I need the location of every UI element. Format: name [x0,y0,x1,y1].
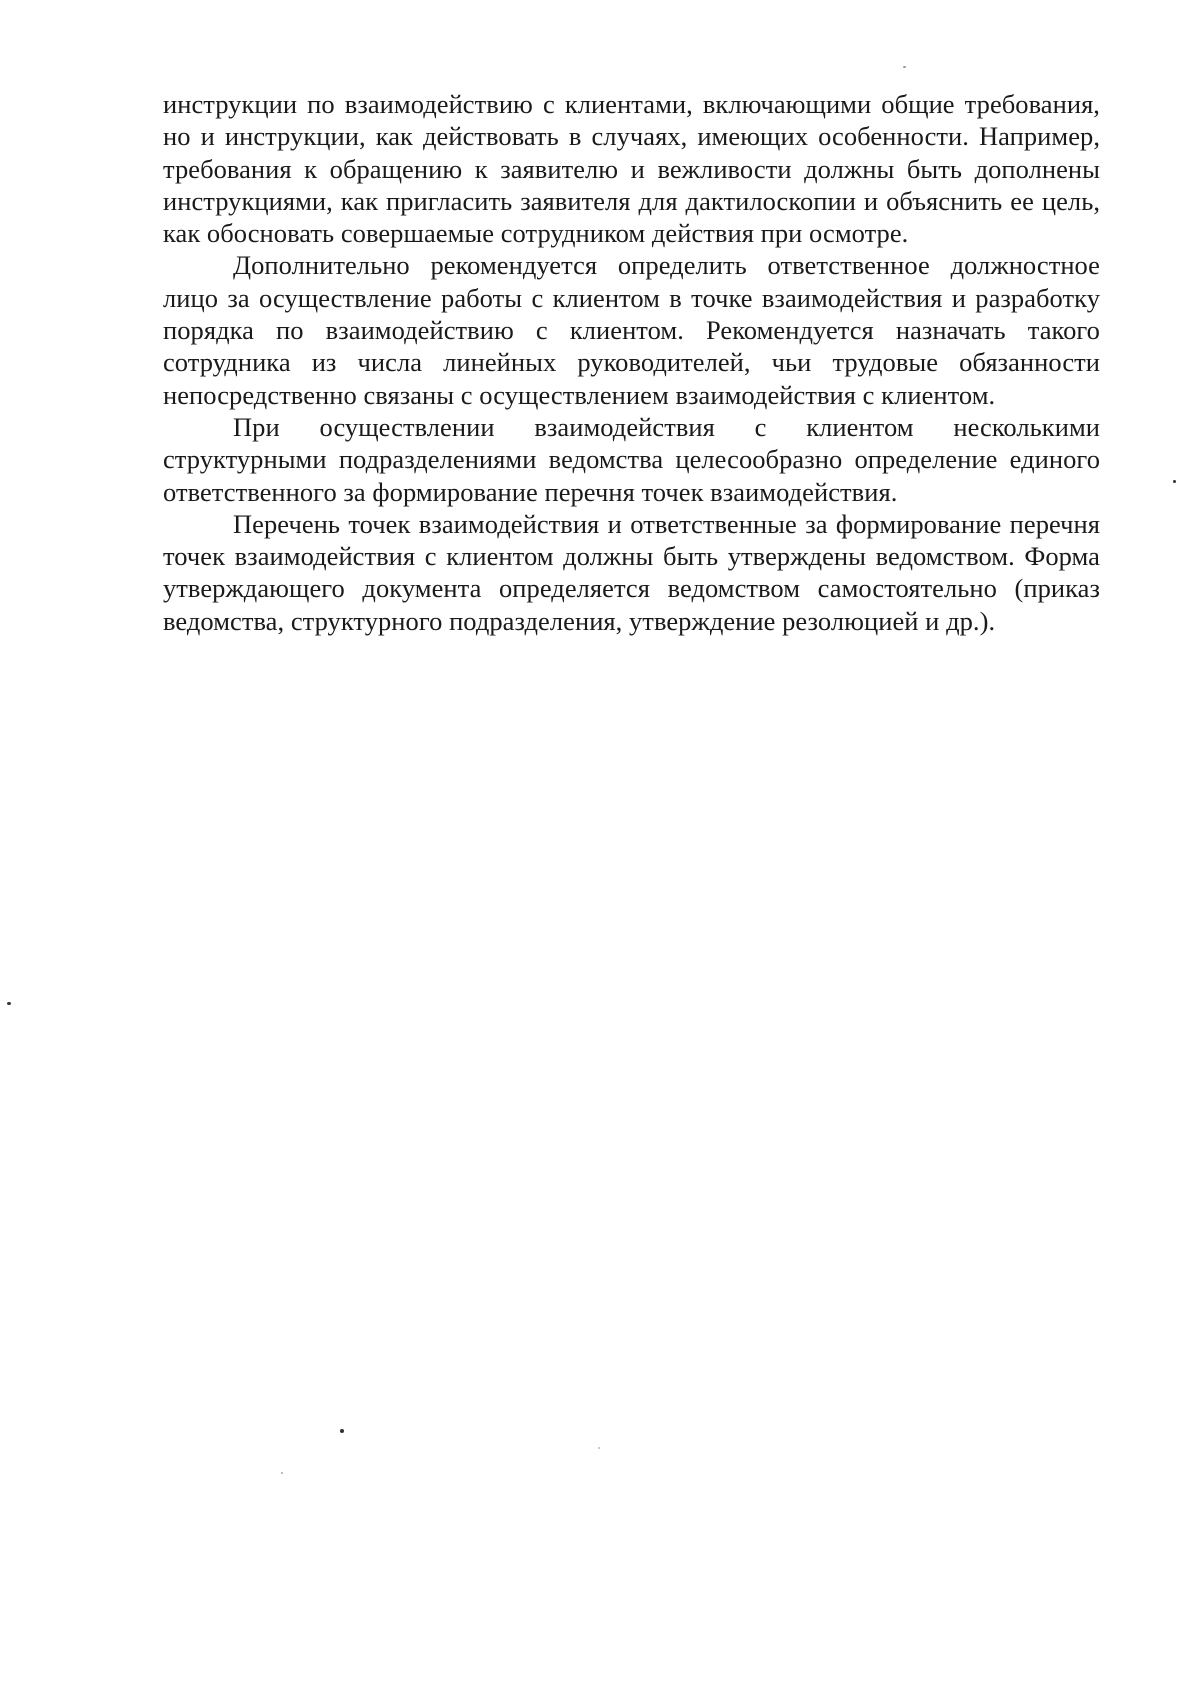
scan-speck [7,1002,11,1005]
scan-speck [598,1447,600,1449]
document-body [163,88,1100,637]
scan-speck [903,66,906,68]
scan-speck [340,1429,344,1433]
paragraph-multiple-departments: При осуществлении взаимодействия с клиентом несколькими структурными подразделениями ведомства целесообразно определение единого ответственного за формирование перечня точек взаимодействия. [163,411,1100,507]
scan-speck [1173,480,1176,483]
scan-speck [281,1472,283,1474]
paragraph-responsible-official: Дополнительно рекомендуется определить ответственное должностное лицо за осуществление работы с клиентом в точке взаимодействия и разработку порядка по взаимодействию с клиентом. Рекомендуется назначать такого сотрудника из числа линейных руководителей, чьи трудовые обязанности непосредственно связаны с осуществлением взаимодействия с клиентом. [163,250,1100,410]
paragraph-approval: Перечень точек взаимодействия и ответственные за формирование перечня точек взаимодействия с клиентом должны быть утверждены ведомством. Форма утверждающего документа определяется ведомством самостоятельно (приказ ведомства, структурного подразделения, утверждение резолюцией и др.). [163,508,1100,636]
paragraph-continuation: инструкции по взаимодействию с клиентами, включающими общие требования, но и инструкции, как действовать в случаях, имеющих особенности. Например, требования к обращению к заявителю и вежливости должны быть дополнены инструкциями, как пригласить заявителя для дактилоскопии и объяснить ее цель, как обосновать совершаемые сотрудником действия при осмотре. [163,89,1100,249]
